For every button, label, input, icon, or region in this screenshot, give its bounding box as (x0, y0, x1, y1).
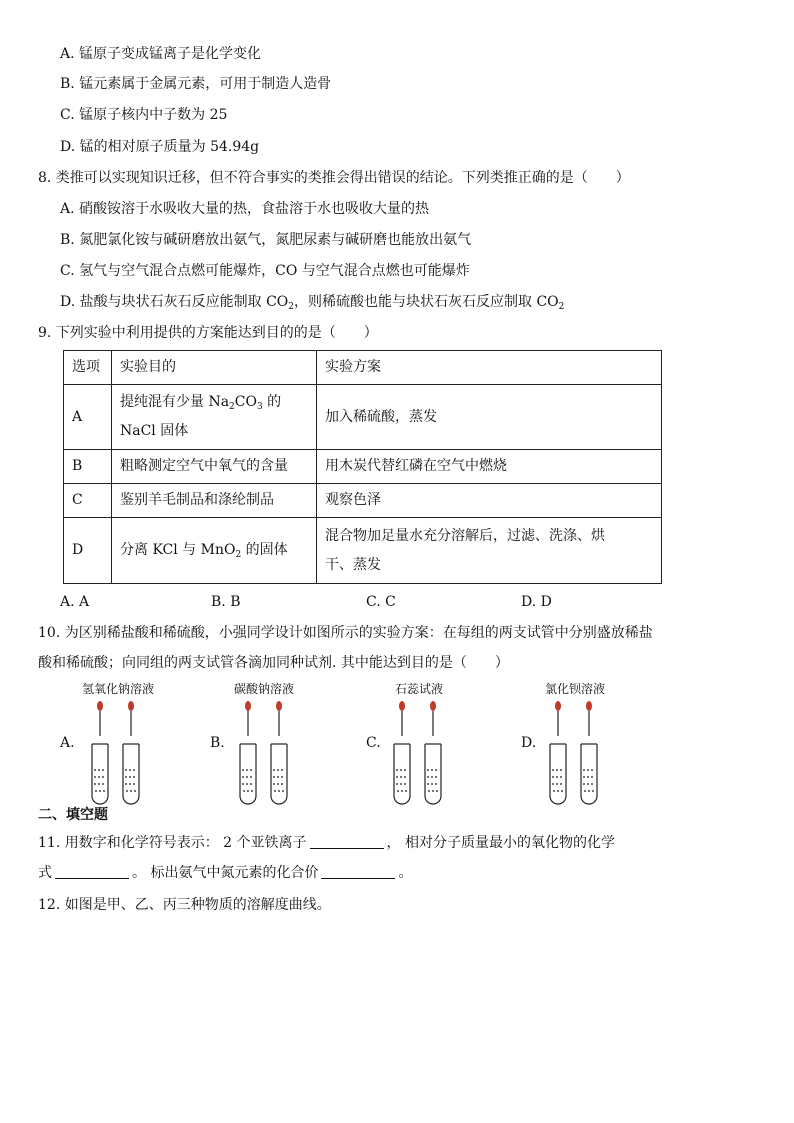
row-a-sub-3: 3 (256, 402, 263, 412)
test-tubes-icon (88, 698, 148, 808)
q8-d-text-2: ，则稀硫酸也能与块状石灰石反应制取 CO (294, 294, 559, 310)
q11-line-1 (38, 833, 615, 853)
row-a-option: A (64, 385, 112, 450)
answer-blank-1[interactable] (310, 834, 384, 849)
test-tubes-icon (236, 698, 296, 808)
q8-option-b: B. 氮肥氯化铵与碱研磨放出氨气，氮肥尿素与碱研磨也能放出氨气 (60, 232, 472, 248)
q11-text-3: 式 (38, 865, 52, 881)
q11-text-2: ， 相对分子质量最小的氧化物的化学 (386, 835, 615, 851)
row-d-purpose (112, 518, 317, 584)
row-c-plan: 观察色泽 (317, 484, 662, 518)
row-d-plan-line1: 混合物加足量水充分溶解后，过滤、洗涤、烘 (325, 527, 605, 544)
row-a-plan: 加入稀硫酸，蒸发 (317, 385, 662, 450)
table-row (64, 450, 662, 484)
q12-stem: 12. 如图是甲、乙、丙三种物质的溶解度曲线。 (38, 897, 331, 913)
row-d-plan (317, 518, 662, 584)
test-tubes-icon (390, 698, 450, 808)
q10-line-2: 酸和稀硫酸；向同组的两支试管各滴加同种试剂. 其中能达到目的是（ ） (38, 655, 509, 671)
q9-table (63, 350, 662, 584)
q11-text-5: 。 (398, 865, 413, 881)
q9-answer-c: C. C (366, 594, 396, 610)
q7-option-c: C. 锰原子核内中子数为 25 (60, 107, 228, 123)
q8-d-sub-2: 2 (558, 302, 565, 312)
row-a-purpose (112, 385, 317, 450)
table-header-plan: 实验方案 (317, 351, 662, 385)
q11-line-2 (38, 863, 412, 883)
table-row (64, 518, 662, 584)
table-header-row (64, 351, 662, 385)
q11-text-1: 11. 用数字和化学符号表示： 2 个亚铁离子 (38, 835, 307, 851)
row-a-purpose-post: 的 (262, 394, 282, 410)
row-a-purpose-line2: NaCl 固体 (120, 423, 189, 439)
figure-d-letter: D. (521, 735, 537, 751)
table-row (64, 484, 662, 518)
q8-stem: 8. 类推可以实现知识迁移，但不符合事实的类推会得出错误的结论。下列类推正确的是（ ） (38, 170, 630, 186)
q8-d-text-1: D. 盐酸与块状石灰石反应能制取 CO (60, 294, 289, 310)
row-c-option: C (64, 484, 112, 518)
q9-answer-a: A. A (60, 594, 90, 610)
q9-answer-d: D. D (521, 594, 552, 610)
row-a-sub-2: 2 (229, 402, 235, 412)
section-heading: 二、填空题 (38, 807, 108, 823)
q8-option-d (60, 292, 564, 312)
q10-line-1: 10. 为区别稀盐酸和稀硫酸，小强同学设计如图所示的实验方案：在每组的两支试管中分别盛放稀盐 (38, 625, 653, 641)
q7-option-a: A. 锰原子变成锰离子是化学变化 (60, 46, 262, 62)
q9-answer-b: B. B (211, 594, 241, 610)
figure-d-label: 氯化钡溶液 (545, 682, 606, 696)
q9-stem: 9. 下列实验中利用提供的方案能达到目的的是（ ） (38, 325, 378, 341)
row-b-option: B (64, 450, 112, 484)
row-b-plan: 用木炭代替红磷在空气中燃烧 (317, 450, 662, 484)
row-d-option: D (64, 518, 112, 584)
answer-blank-3[interactable] (321, 864, 395, 879)
q8-option-c: C. 氢气与空气混合点燃可能爆炸，CO 与空气混合点燃也可能爆炸 (60, 263, 470, 279)
table-header-purpose: 实验目的 (112, 351, 317, 385)
q8-d-sub-1: 2 (288, 302, 294, 312)
q11-text-4: 。 标出氨气中氮元素的化合价 (132, 865, 319, 881)
figure-a-label: 氢氧化钠溶液 (82, 682, 155, 696)
q7-option-b: B. 锰元素属于金属元素，可用于制造人造骨 (60, 76, 332, 92)
table-row (64, 385, 662, 450)
test-tubes-icon (546, 698, 606, 808)
row-d-purpose-post: 的固体 (241, 542, 288, 558)
q8-option-a: A. 硝酸铵溶于水吸收大量的热，食盐溶于水也吸收大量的热 (60, 201, 430, 217)
row-a-purpose-co: CO (234, 394, 257, 410)
figure-b-label: 碳酸钠溶液 (234, 682, 295, 696)
row-d-plan-line2: 干、蒸发 (325, 556, 381, 573)
table-header-option: 选项 (64, 351, 112, 385)
figure-c-letter: C. (366, 735, 381, 751)
row-d-purpose-text: 分离 KCl 与 MnO (120, 542, 236, 558)
figure-b-letter: B. (210, 735, 225, 751)
figure-a-letter: A. (60, 735, 75, 751)
row-c-purpose: 鉴别羊毛制品和涤纶制品 (112, 484, 317, 518)
answer-blank-2[interactable] (55, 864, 129, 879)
row-b-purpose: 粗略测定空气中氧气的含量 (112, 450, 317, 484)
row-d-sub-2: 2 (235, 550, 242, 560)
figure-c-label: 石蕊试液 (395, 682, 444, 696)
row-a-purpose-text: 提纯混有少量 Na (120, 394, 230, 410)
q7-option-d: D. 锰的相对原子质量为 54.94g (60, 139, 260, 155)
